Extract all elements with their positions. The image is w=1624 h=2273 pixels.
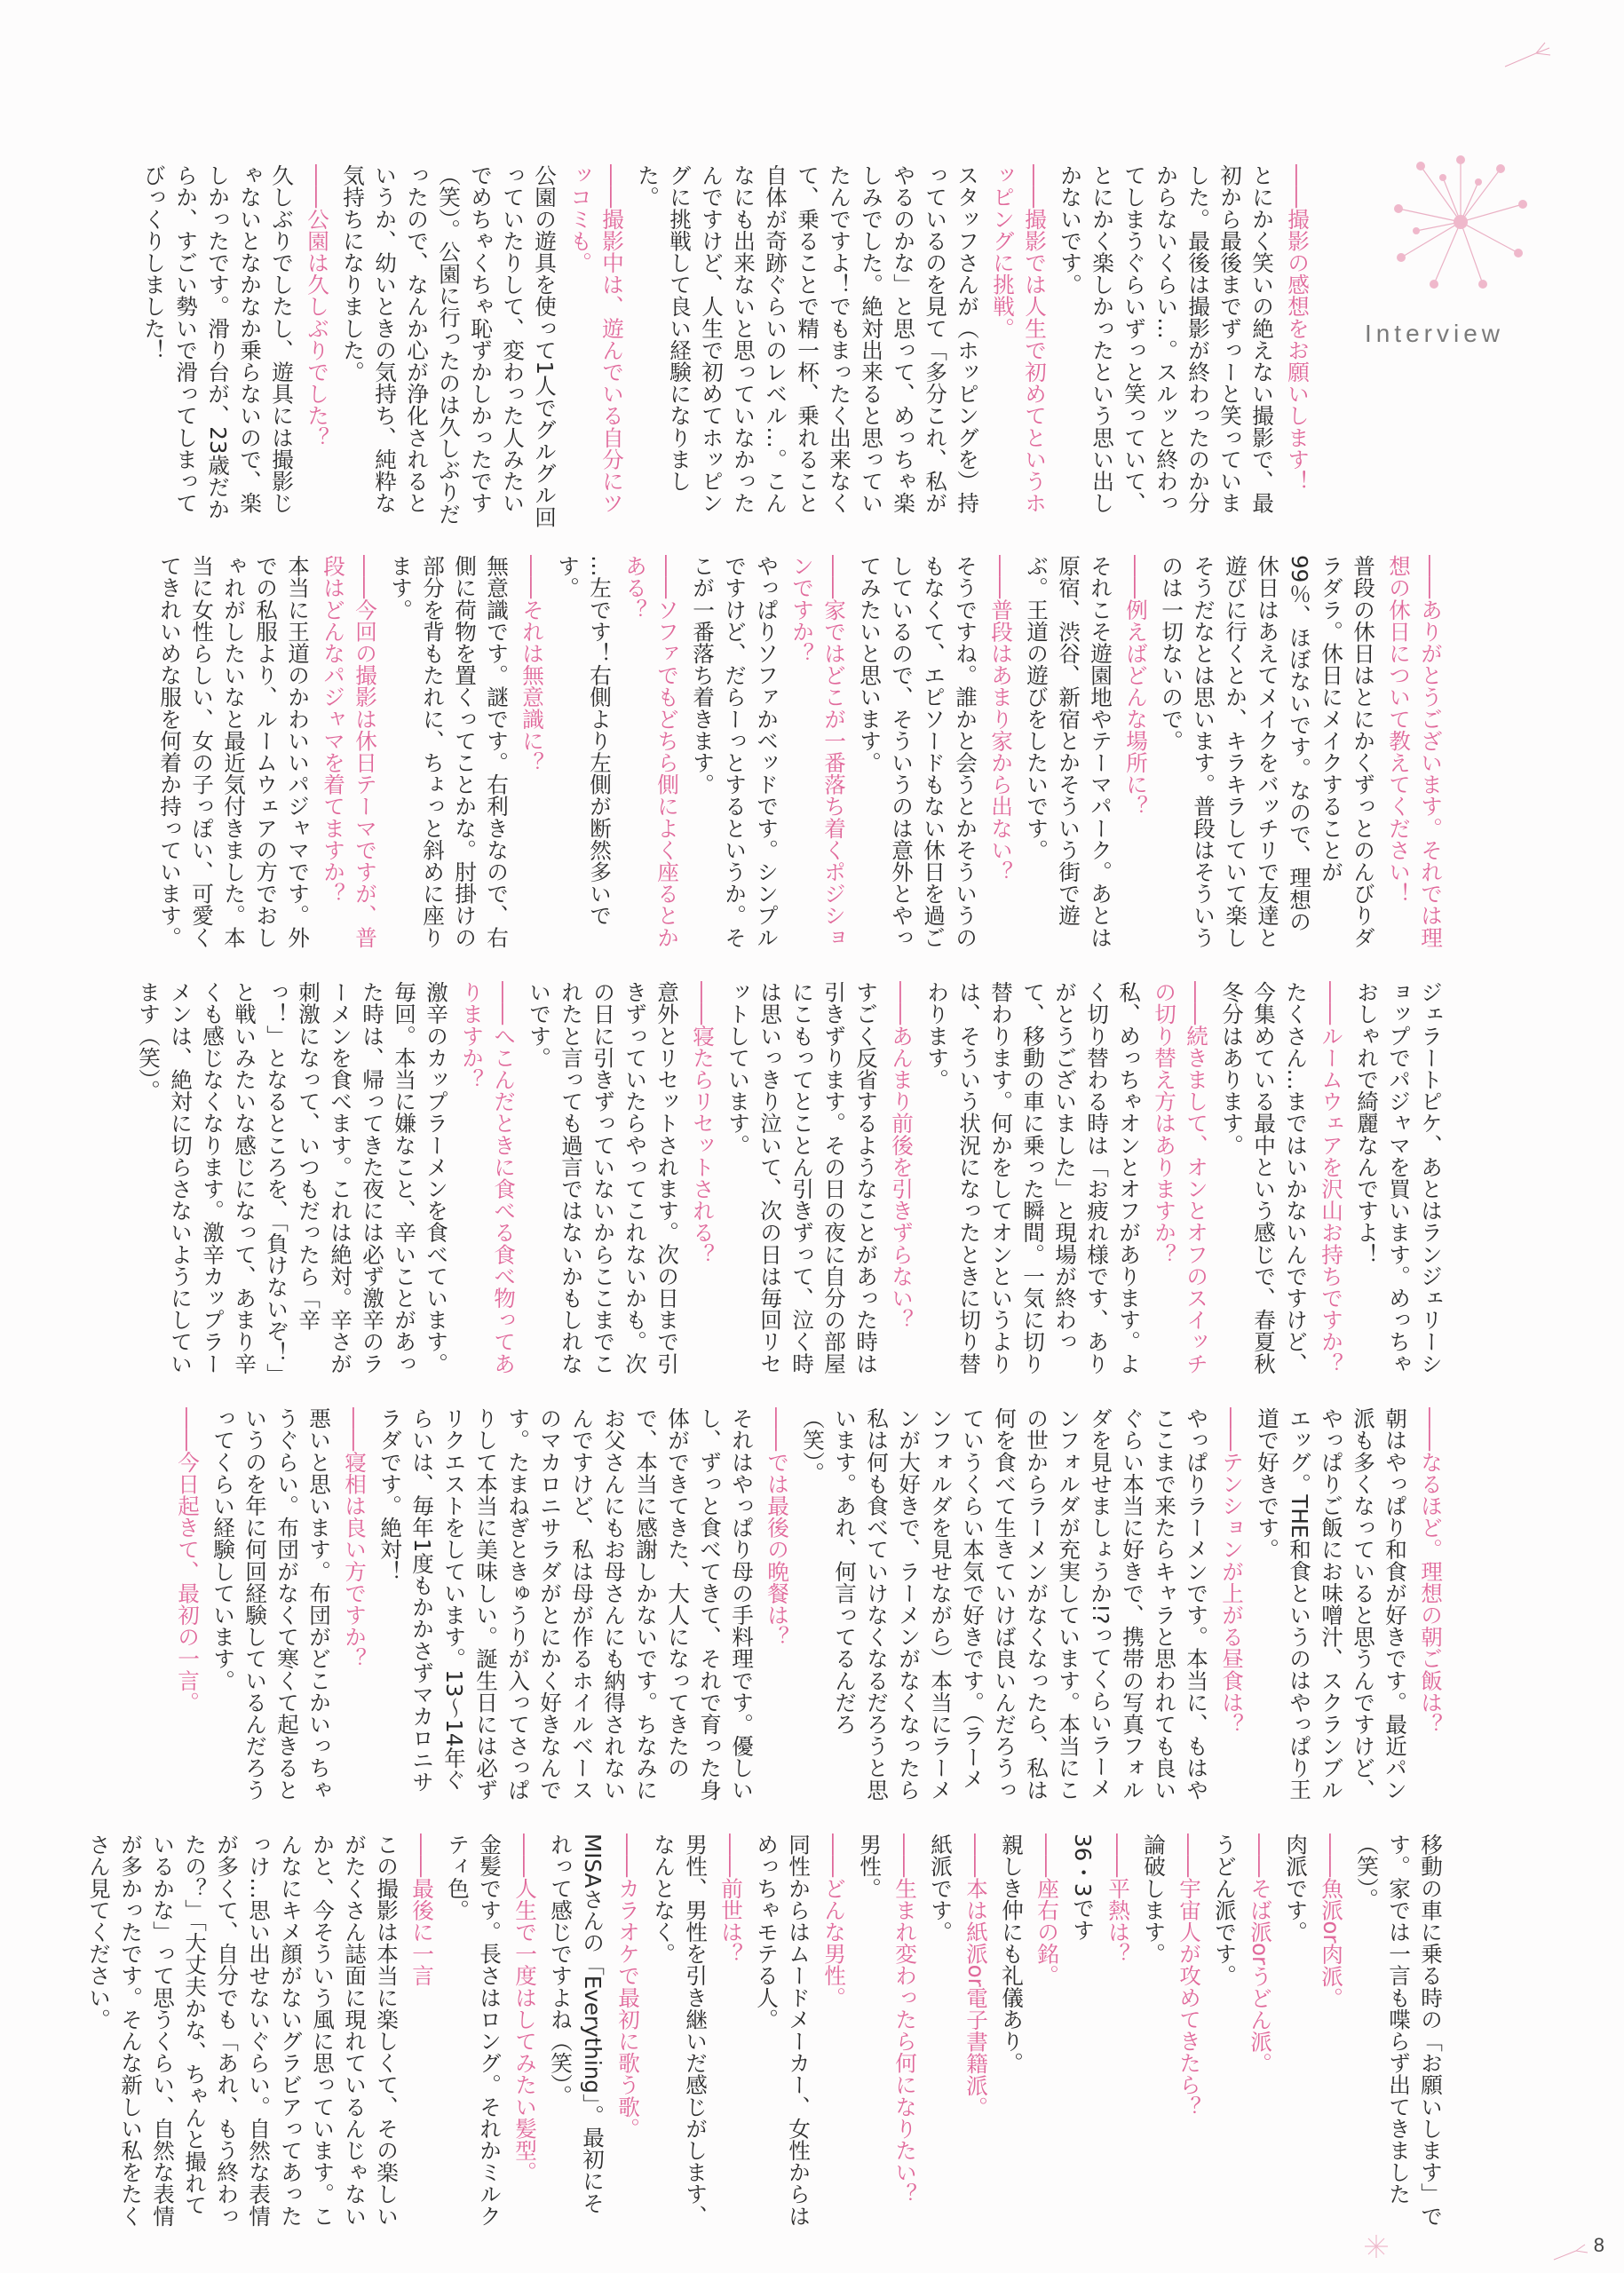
interview-answer: 無意識です。謎です。右利きなので、右側に荷物を置くってことかな。肘掛けの部分を背もたれに、ちょっと斜めに座ります。 [388, 555, 510, 948]
text-flow [134, 164, 1313, 533]
interview-answer: 本当に王道のかわいいパジャマです。外での私服より、ルームウェアの方でおしゃれがしたいなと最近気付きました。本当に女性らしい、女の子っぽい、可愛くてきれいめな服を何着か持っています。 [157, 555, 311, 948]
interview-answer: たくさん…まではいかないんですけど、今集めている最中という感じで、春夏秋冬分はあります。 [1219, 981, 1309, 1374]
interview-question: ―― 今回の撮影は休日テーマですが、普段はどんなパジャマを着てますか？ [317, 555, 381, 953]
interview-answer: 悪いと思います。布団がどこかいっちゃうぐらい。布団がなくて寒くて起きるというのを年に何回経験しているんだろうってくらい経験しています。 [210, 1407, 332, 1801]
interview-answer: MISAさんの「Everything」。最初にそれって感じですよね（笑）。 [548, 1833, 606, 2214]
interview-question: ―― 撮影の感想をお願いします！ [1281, 164, 1313, 533]
interview-answer: この撮影は本当に楽しくて、その楽しいがたくさん誌面に現れているんじゃないかと、今そういう風に思っています。こんなにキメ顔がないグラビアってあったっけ…思い出せないぐらい。自然な表情が多くて、自分でも「あれ、もう終わったの？」「大丈夫かな、ちゃんと撮れているかな」って思うくらい、自然な表情が多かったです。そんな新しい私をたくさん見てください。 [86, 1833, 400, 2227]
interview-question: ―― 撮影では人生で初めてというホッピングに挑戦。 [986, 164, 1050, 533]
interview-answer: 親しき仲にも礼儀あり。 [999, 1833, 1025, 2074]
interview-question: ―― では最後の晩餐は？ [761, 1407, 793, 1805]
seed-fluff-decoration-bottom [1549, 2242, 1594, 2264]
sparkle-decoration [1363, 2233, 1390, 2260]
interview-question: ―― ソファでもどちら側によく座るとかある？ [619, 555, 683, 953]
interview-answer: 男性、男性を引き継いだ感じがします、なんとなく。 [651, 1833, 709, 2227]
dandelion-flower-decoration [1394, 155, 1527, 289]
interview-answer: やっぱりソファかベッドです。シンプルですけど、だらーっとするというか。そこが一番落ち着きます。 [690, 555, 780, 948]
page-number: 8 [1593, 2234, 1604, 2256]
interview-block-3 [129, 981, 1446, 1379]
interview-answer: やっぱりラーメンです。本当に、もはやここまで来たらキャラと思われても良いぐらい本当に好きで、携帯の写真フォルダを見せましょうか!?ってくらいラーメンフォルダが充実しています。本当にこの世からラーメンがなくなったら、私は何を食べて生きていけば良いんだろうっていうくらい本気で好きです。（ラーメンフォルダを見せながら）本当にラーメンが大好きで、ラーメンがなくなったら私は何も食べていけなくなるだろうと思います。あれ、何言ってるんだろ（笑）。 [800, 1407, 1209, 1801]
interview-question: ―― そば派orうどん派。 [1244, 1833, 1276, 2229]
interview-answer: すごく反省するようなことがあった時は引きずります。その日の夜に自分の部屋にこもってとことん引きずって、泣く時は思いっきり泣いて、次の日は毎回リセットしています。 [725, 981, 879, 1374]
interview-question: ―― ルームウェアを沢山お持ちですか？ [1315, 981, 1347, 1379]
interview-question: ―― 家ではどこが一番落ち着くポジションですか？ [786, 555, 850, 953]
interview-answer: 36・3です [1070, 1833, 1096, 1941]
text-flow [79, 1833, 1446, 2229]
interview-block-2 [150, 555, 1446, 953]
interview-answer: それこそ遊園地やテーマパーク。あとは原宿、渋谷、新宿とかそういう街で遊ぶ。王道の遊びをしたいです。 [1024, 555, 1113, 948]
interview-question: ―― 今日起きて、最初の一言。 [171, 1407, 203, 1805]
interview-answer: 男性。 [857, 1833, 883, 1899]
interview-question: ―― 寝たらリセットされる？ [686, 981, 718, 1379]
interview-answer: 意外とリセットされます。次の日まで引きずっていたらやってこれないかも。次の日に引きずっていないからここまでこれたと言っても過言ではないかもしれないです。 [527, 981, 680, 1374]
interview-question: ―― 続きまして、オンとオフのスイッチの切り替え方はありますか？ [1148, 981, 1212, 1379]
interview-question: ―― ありがとうございます。それでは理想の休日について教えてください！ [1382, 555, 1446, 953]
seed-fluff-decoration [1501, 36, 1580, 71]
interview-answer: 移動の車に乗る時の「お願いします」です。家では一言も喋らず出てきました（笑）。 [1354, 1833, 1444, 2227]
interview-question: ―― 前世は？ [715, 1833, 747, 2229]
interview-question: ―― 公園は久しぶりでした？ [301, 164, 333, 533]
interview-answer: 普段の休日はとにかくずっとのんびりダラダラ。休日にメイクすることが99％、ほぼないです。なので、理想の休日はあえてメイクをバッチリで友達と遊びに行くとか、キラキラしていて楽しそうだなとは思います。普段はそういうのは一切ないので。 [1159, 555, 1376, 948]
interview-answer: スタッフさんが（ホッピングを）持っているのを見て「多分これ、私がやるのかな」と思って、めっちゃ楽しみでした。絶対出来ると思っていたんですよ！でもまったく出来なくて、乗ることで精一杯、乗れること自体が奇跡ぐらいのレベル…。こんなにも出来ないと思っていなかったんですけど、人生で初めてホッピングに挑戦して良い経験になりました。 [635, 164, 980, 514]
interview-question: ―― 宇宙人が攻めてきたら？ [1173, 1833, 1205, 2229]
interview-question: ―― 平熱は？ [1102, 1833, 1134, 2229]
interview-answer: 金髪です。長さはロング。それかミルクティ色。 [445, 1833, 503, 2227]
interview-question: ―― 本は紙派or電子書籍派。 [960, 1833, 992, 2229]
interview-question: ―― 撮影中は、遊んでいる自分にツッコミも。 [564, 164, 628, 533]
interview-answer: 久しぶりでしたし、遊具には撮影じゃないとなかなか乗らないので、楽しかったです。滑り台が、23歳だからか、すごい勢いで滑ってしまってびっくりしました！ [141, 164, 295, 520]
interview-question: ―― どんな男性。 [818, 1833, 850, 2229]
interview-answer: 朝はやっぱり和食が好きです。最近パン派も多くなっていると思うんですけど、やっぱりご飯にお味噌汁、スクランブルエッグ。THE和食というのはやっぱり王道で好きです。 [1255, 1407, 1408, 1801]
interview-block-5 [79, 1833, 1446, 2229]
interview-question: ―― なるほど。理想の朝ご飯は？ [1414, 1407, 1446, 1805]
interview-block-4 [168, 1407, 1446, 1805]
interview-question: ―― 寝相は良い方ですか？ [338, 1407, 370, 1805]
interview-question: ―― 普段はあまり家から出ない？ [985, 555, 1017, 953]
interview-question: ―― それは無意識に？ [516, 555, 548, 953]
interview-answer: 同性からはムードメーカー、女性からはめっちゃモテる人。 [754, 1833, 812, 2227]
interview-answer: 激辛のカップラーメンを食べています。毎回。本当に嫌なこと、辛いことがあった時は、帰ってきた夜には必ず激辛のラーメンを食べます。これは絶対。辛さが刺激になって、いつもだったら「辛っ！」となるところを、「負けないぞ！」と戦いみたいな感じになって、あまり辛くも感じなくなります。激辛カップラーメンは、絶対に切らさないようにしています（笑）。 [136, 981, 449, 1374]
interview-answer: …左です！右側より左側が断然多いです。 [555, 555, 613, 927]
interview-answer: とにかく笑いの絶えない撮影で、最初から最後までずっーと笑っていました。最後は撮影が終わったのか分からないくらい…。スルッと終わってしまうぐらいずっと笑っていて、とにかく楽しかったという思い出しかないです。 [1058, 164, 1275, 514]
interview-block-1 [134, 164, 1313, 533]
interview-answer: 論破します。 [1141, 1833, 1167, 1965]
text-flow [150, 555, 1446, 953]
interview-question: ―― カラオケで最初に歌う歌。 [612, 1833, 644, 2229]
page-title: Interview [1364, 320, 1504, 347]
interview-question: ―― 魚派or肉派。 [1315, 1833, 1347, 2229]
interview-question: ―― あんまり前後を引きずらない？ [885, 981, 917, 1379]
interview-question: ―― 生まれ変わったら何になりたい？ [889, 1833, 921, 2229]
text-flow [129, 981, 1446, 1379]
interview-answer: それはやっぱり母の手料理です。優しいし、ずっと食べてきて、それで育った身体ができてきた、大人になってきたので、本当に感謝しかないです。ちなみにお父さんにもお母さんにも納得されないんですけど、私は母が作るホイルベースのマカロニサラダがとにかく好きなんです。たまねぎときゅうりが入ってさっぱりして本当に美味しい。誕生日には必ずリクエストをしています。13～14年ぐらいは、毎年1度もかかさずマカロニサラダです。絶対！ [377, 1407, 755, 1801]
interview-question: ―― 最後に一言 [406, 1833, 438, 2229]
interview-answer: 私、めっちゃオンとオフがあります。よく切り替わる時は「お疲れ様です、ありがとうございました」と現場が終わって、移動の車に乗った瞬間。一気に切り替わります。何かをしてオンというよりは、そういう状況になったときに切り替わります。 [924, 981, 1142, 1374]
interview-answer: ジェラートピケ、あとはランジェリーショップでパジャマを買います。めっちゃおしゃれで綺麗なんですよ！ [1354, 981, 1444, 1374]
interview-answer: そうですね。誰かと会うとかそういうのもなくて、エピソードもない休日を過ごしているので、そういうのは意外とやってみたいと思います。 [857, 555, 978, 948]
interview-answer: 紙派です。 [928, 1833, 954, 1943]
interview-question: ―― 人生で一度はしてみたい髪型。 [509, 1833, 541, 2229]
interview-question: ―― テンションが上がる昼食は？ [1216, 1407, 1248, 1805]
interview-answer: 肉派です。 [1283, 1833, 1309, 1943]
text-flow [168, 1407, 1446, 1805]
interview-answer: 公園の遊具を使って1人でグルグル回っていたりして、変わった人みたいでめちゃくちゃ恥ずかしかったです（笑）。公園に行ったのは久しぶりだったので、なんか心が浄化されるというか、幼いときの気持ち、純粋な気持ちになりました。 [340, 164, 558, 528]
interview-question: ―― 座右の銘。 [1031, 1833, 1063, 2229]
interview-answer: うどん派です。 [1212, 1833, 1238, 1987]
interview-question: ―― へこんだときに食べる食べ物ってありますか？ [456, 981, 519, 1379]
interview-question: ―― 例えばどんな場所に？ [1120, 555, 1152, 953]
